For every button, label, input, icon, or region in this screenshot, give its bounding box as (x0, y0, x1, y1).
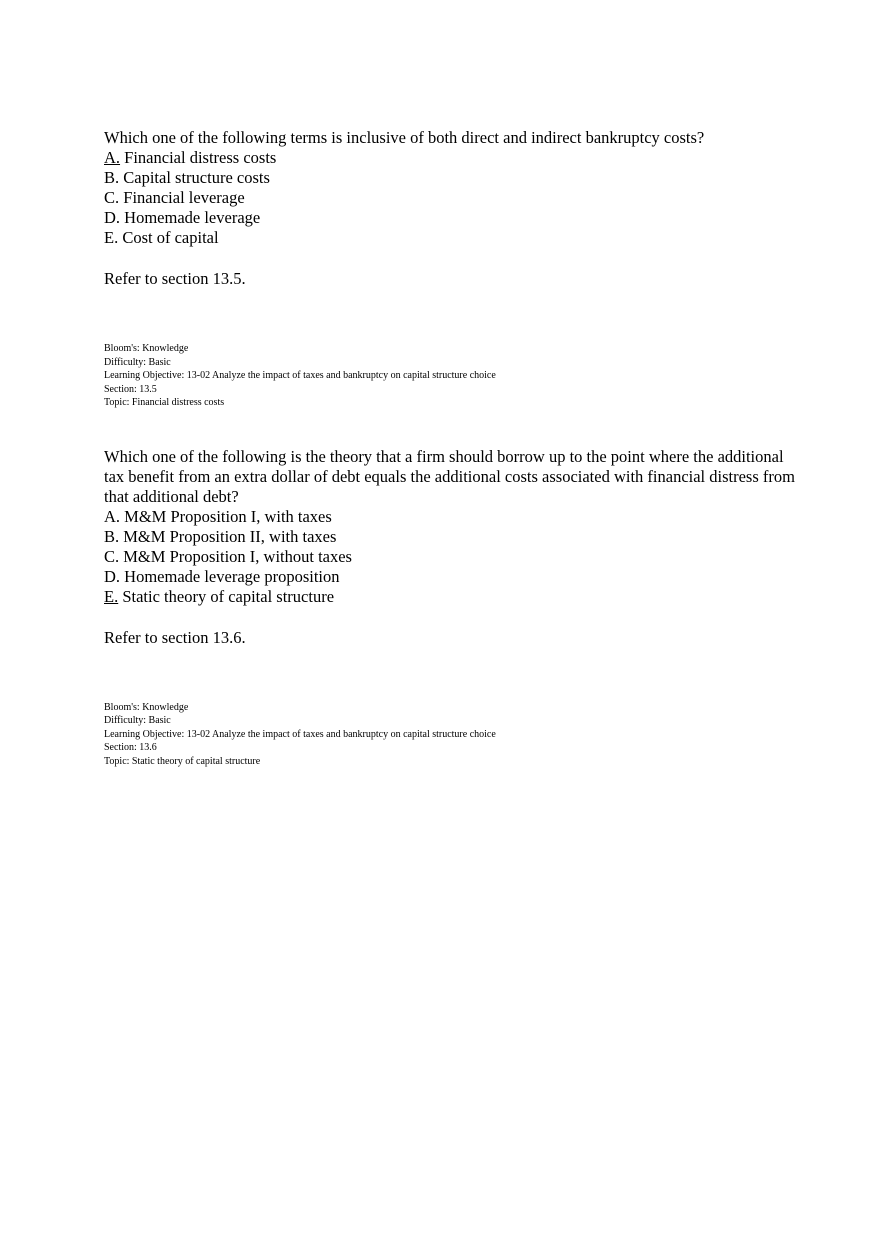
option-letter: B. (104, 168, 120, 187)
refer-section: Refer to section 13.6. (104, 627, 246, 647)
question-text: Which one of the following is the theory that a firm should borrow up to the point where the additional tax benefit from an extra dollar of debt equals the additional costs associated with financial distress from that additional debt? (104, 446, 795, 506)
option-e (104, 587, 804, 607)
option-letter-correct: E. (104, 586, 119, 606)
option-c (104, 547, 804, 567)
topic: Topic: Static theory of capital structure (104, 755, 261, 767)
option-a (104, 148, 804, 168)
option-text: M&M Proposition II, with taxes (123, 526, 337, 546)
question-1 (104, 128, 804, 410)
section: Section: 13.5 (104, 383, 157, 395)
difficulty: Difficulty: Basic (104, 715, 171, 726)
option-text: M&M Proposition I, without taxes (123, 546, 352, 566)
question-text: Which one of the following terms is inclusive of both direct and indirect bankruptcy costs? (104, 128, 705, 147)
option-letter: B. (104, 526, 120, 546)
option-text: Financial leverage (123, 188, 245, 207)
option-d (104, 567, 804, 587)
option-text: Homemade leverage (124, 208, 261, 227)
option-text: Homemade leverage proposition (124, 566, 340, 586)
option-letter: D. (104, 208, 121, 227)
option-letter: E. (104, 228, 119, 247)
topic: Topic: Financial distress costs (104, 397, 225, 408)
difficulty: Difficulty: Basic (104, 356, 171, 368)
option-letter: C. (104, 546, 120, 566)
option-text: Capital structure costs (123, 168, 270, 187)
option-text: Financial distress costs (124, 148, 277, 167)
option-text: M&M Proposition I, with taxes (124, 506, 332, 526)
question-metadata (104, 342, 804, 410)
learning-objective: Learning Objective: 13-02 Analyze the impact of taxes and bankruptcy on capital structure choice (104, 370, 496, 381)
blooms-level: Bloom's: Knowledge (104, 701, 189, 713)
option-a (104, 507, 804, 527)
option-letter: C. (104, 188, 120, 207)
option-letter: D. (104, 566, 121, 586)
option-b (104, 168, 804, 188)
learning-objective: Learning Objective: 13-02 Analyze the impact of taxes and bankruptcy on capital structure choice (104, 728, 496, 740)
blooms-level: Bloom's: Knowledge (104, 343, 189, 354)
option-e (104, 228, 804, 248)
refer-section: Refer to section 13.5. (104, 269, 246, 288)
option-letter-correct: A. (104, 148, 121, 167)
option-text: Cost of capital (122, 228, 219, 247)
option-b (104, 527, 804, 547)
answer-options (104, 148, 804, 248)
option-c (104, 188, 804, 208)
document-page (104, 128, 804, 768)
option-letter: A. (104, 506, 121, 526)
question-2 (104, 447, 804, 769)
question-metadata (104, 701, 804, 769)
option-d (104, 208, 804, 228)
section: Section: 13.6 (104, 742, 157, 753)
answer-options (104, 507, 804, 607)
option-text: Static theory of capital structure (122, 586, 335, 606)
